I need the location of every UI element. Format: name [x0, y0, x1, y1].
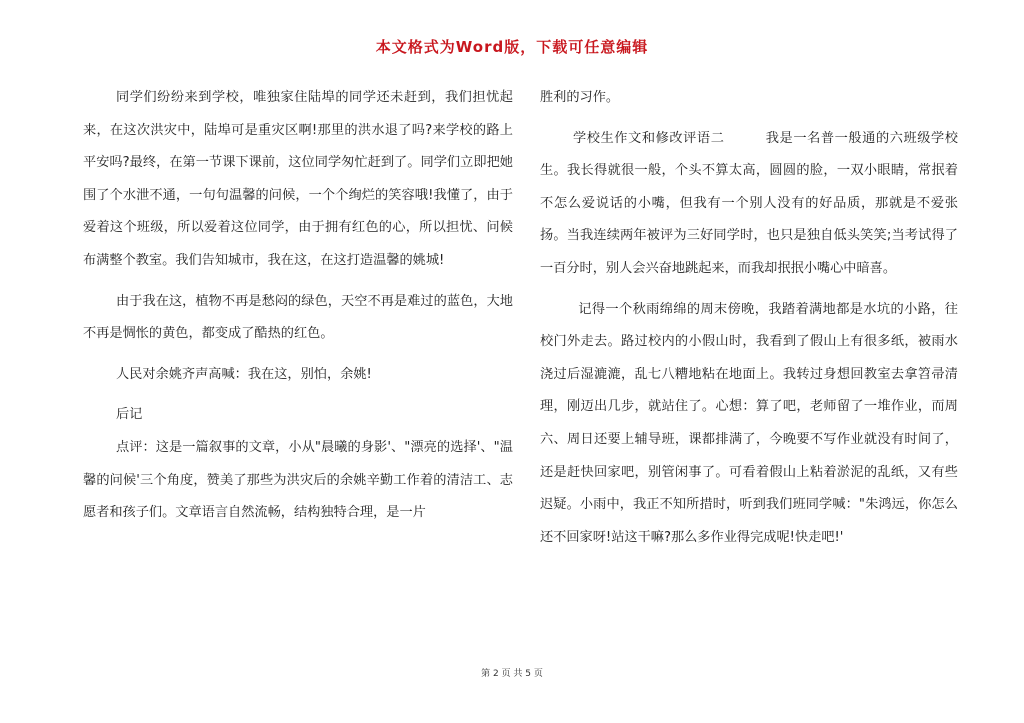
- paragraph: 学校生作文和修改评语二 我是一名普一般通的六班级学校生。我长得就很一般，个头不算太高，圆圆的脸，一双小眼睛，常抿着不怎么爱说话的小嘴，但我有一个别人没有的好品质，那就是不爱张扬。当我连续两年被评为三好同学时，也只是独自低头笑笑;当考试得了一百分时，别人会兴奋地跳起来，而我却抿抿小嘴心中暗喜。: [540, 130, 958, 276]
- page-number: 第 2 页 共 5 页: [481, 669, 543, 679]
- document-header-title: 本文格式为Word版，下载可任意编辑: [375, 38, 649, 56]
- paragraph: 点评：这是一篇叙事的文章，小从"晨曦的身影'、"漂亮的选择'、"温馨的问候'三个角度，赞美了那些为洪灾后的余姚辛勤工作着的清洁工、志愿者和孩子们。文章语言自然流畅，结构独特合理，是一片: [83, 439, 513, 521]
- paragraph: 后记: [116, 407, 143, 423]
- paragraph: 由于我在这，植物不再是愁闷的绿色，天空不再是难过的蓝色，大地不再是惆怅的黄色，都变成了酷热的红色。: [83, 293, 513, 342]
- paragraph: 人民对余姚齐声高喊：我在这，别怕，余姚!: [116, 366, 372, 382]
- left-text-column: [83, 82, 513, 530]
- paragraph: 胜利的习作。: [540, 90, 620, 105]
- paragraph: 记得一个秋雨绵绵的周末傍晚，我踏着满地都是水坑的小路，往校门外走去。路过校内的小假山时，我看到了假山上有很多纸，被雨水浇过后湿漉漉，乱七八糟地粘在地面上。我转过身想回教室去拿笤帚清理，刚迈出几步，就站住了。心想：算了吧，老师留了一堆作业，而周六、周日还要上辅导班，课都排满了，今晚要不写作业就没有时间了，还是赶快回家吧，别管闲事了。可看着假山上粘着淤泥的乱纸，又有些迟疑。小雨中，我正不知所措时，听到我们班同学喊："朱鸿远，你怎么还不回家呀!站这干嘛?那么多作业得完成呢!快走吧!': [540, 301, 958, 545]
- paragraph: 同学们纷纷来到学校，唯独家住陆埠的同学还未赶到，我们担忧起来，在这次洪灾中，陆埠可是重灾区啊!那里的洪水退了吗?来学校的路上平安吗?最终，在第一节课下课前，这位同学匆忙赶到了。同学们立即把她围了个水泄不通，一句句温馨的问候，一个个绚烂的笑容哦!我懂了，由于爱着这个班级，所以爱着这位同学，由于拥有红色的心，所以担忧、问候布满整个教室。我们告知城市，我在这，在这打造温馨的姚城!: [83, 90, 513, 268]
- right-text-column: [540, 82, 958, 554]
